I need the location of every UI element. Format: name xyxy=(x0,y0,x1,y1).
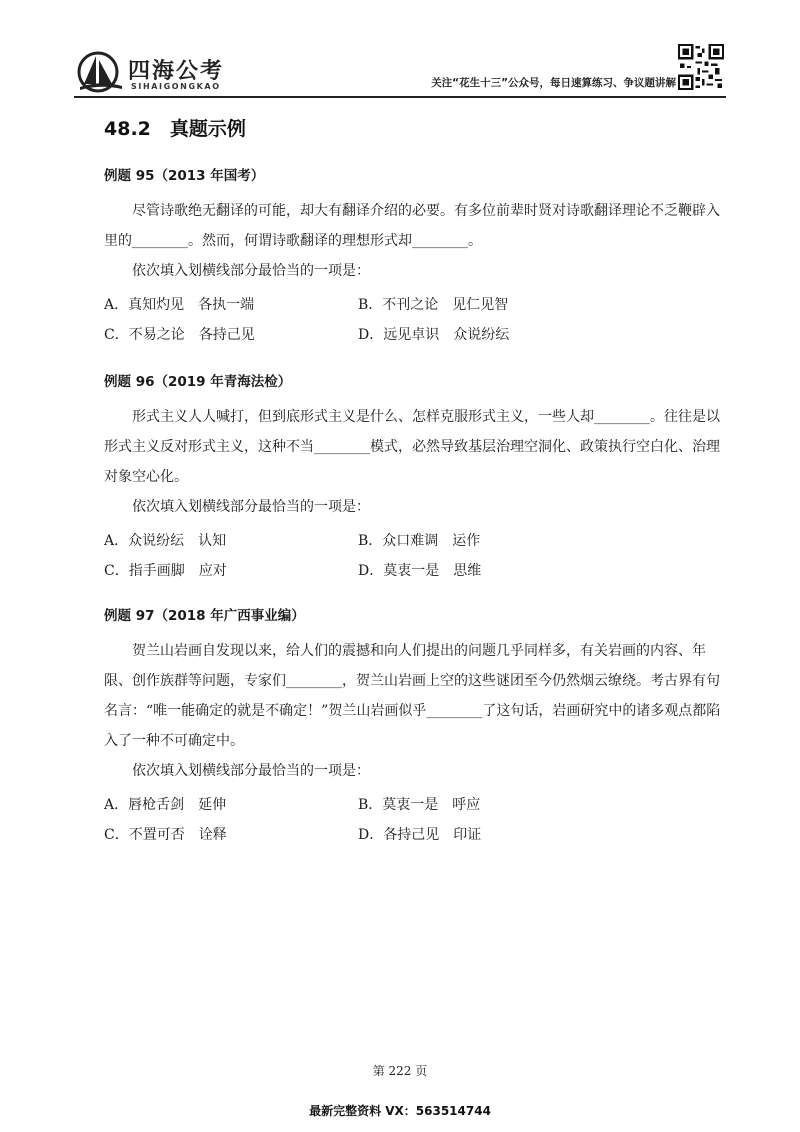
options-grid xyxy=(104,526,724,592)
option-c: C．指手画脚 应对 xyxy=(104,563,227,579)
question-block xyxy=(104,606,724,856)
option-b: B．莫衷一是 呼应 xyxy=(358,797,481,813)
option-a: A．众说纷纭 认知 xyxy=(104,533,227,549)
option-b: B．众口难调 运作 xyxy=(358,533,481,549)
option-b: B．不刊之论 见仁见智 xyxy=(358,297,509,313)
footer-contact-note: 最新完整资料 VX：563514744 xyxy=(309,1104,491,1118)
question-stem: 尽管诗歌绝无翻译的可能，却大有翻译介绍的必要。有多位前辈时贤对诗歌翻译理论不乏鞭辟入里的________。然而，何谓诗歌翻译的理想形式却________。 xyxy=(104,203,720,249)
header-slogan: 关注“花生十三”公众号，每日速算练习、争议题讲解 xyxy=(431,77,676,89)
option-d: D．莫衷一是 思维 xyxy=(358,563,482,579)
question-prompt: 依次填入划横线部分最恰当的一项是： xyxy=(104,763,370,779)
question-title: 例题 96（2019 年青海法检） xyxy=(104,374,292,390)
question-title: 例题 95（2013 年国考） xyxy=(104,168,265,184)
page-number: 第 222 页 xyxy=(372,1064,428,1078)
question-block xyxy=(104,372,724,592)
options-grid xyxy=(104,290,724,356)
option-a: A．真知灼见 各执一端 xyxy=(104,297,255,313)
question-prompt: 依次填入划横线部分最恰当的一项是： xyxy=(104,263,370,279)
question-stem: 贺兰山岩画自发现以来，给人们的震撼和向人们提出的问题几乎同样多，有关岩画的内容、年限、创作族群等问题，专家们________，贺兰山岩画上空的这些谜团至今仍然烟云缭绕。考古界有句名言：“唯一能确定的就是不确定！”贺兰山岩画似乎________了这句话，岩画研究中的诸多观点都陷入了一种不可确定中。 xyxy=(104,643,721,749)
options-grid xyxy=(104,790,724,856)
sailboat-logo-icon xyxy=(76,50,124,94)
page-header xyxy=(0,0,800,100)
option-c: C．不置可否 诠释 xyxy=(104,827,227,843)
brand-subtitle: SIHAIGONGKAO xyxy=(131,82,221,91)
qr-code-icon xyxy=(678,44,724,90)
question-stem: 形式主义人人喊打，但到底形式主义是什么、怎样克服形式主义，一些人却________。往往是以形式主义反对形式主义，这种不当________模式，必然导致基层治理空洞化、政策执行空白化、治理对象空心化。 xyxy=(104,409,720,485)
question-title: 例题 97（2018 年广西事业编） xyxy=(104,608,305,624)
header-rule xyxy=(74,96,726,98)
option-d: D．各持己见 印证 xyxy=(358,827,482,843)
question-block xyxy=(104,166,724,356)
option-d: D．远见卓识 众说纷纭 xyxy=(358,327,510,343)
question-prompt: 依次填入划横线部分最恰当的一项是： xyxy=(104,499,370,515)
brand-name: 四海公考 xyxy=(128,59,225,84)
option-c: C．不易之论 各持己见 xyxy=(104,327,255,343)
section-title: 48.2 真题示例 xyxy=(104,118,246,140)
option-a: A．唇枪舌剑 延伸 xyxy=(104,797,227,813)
